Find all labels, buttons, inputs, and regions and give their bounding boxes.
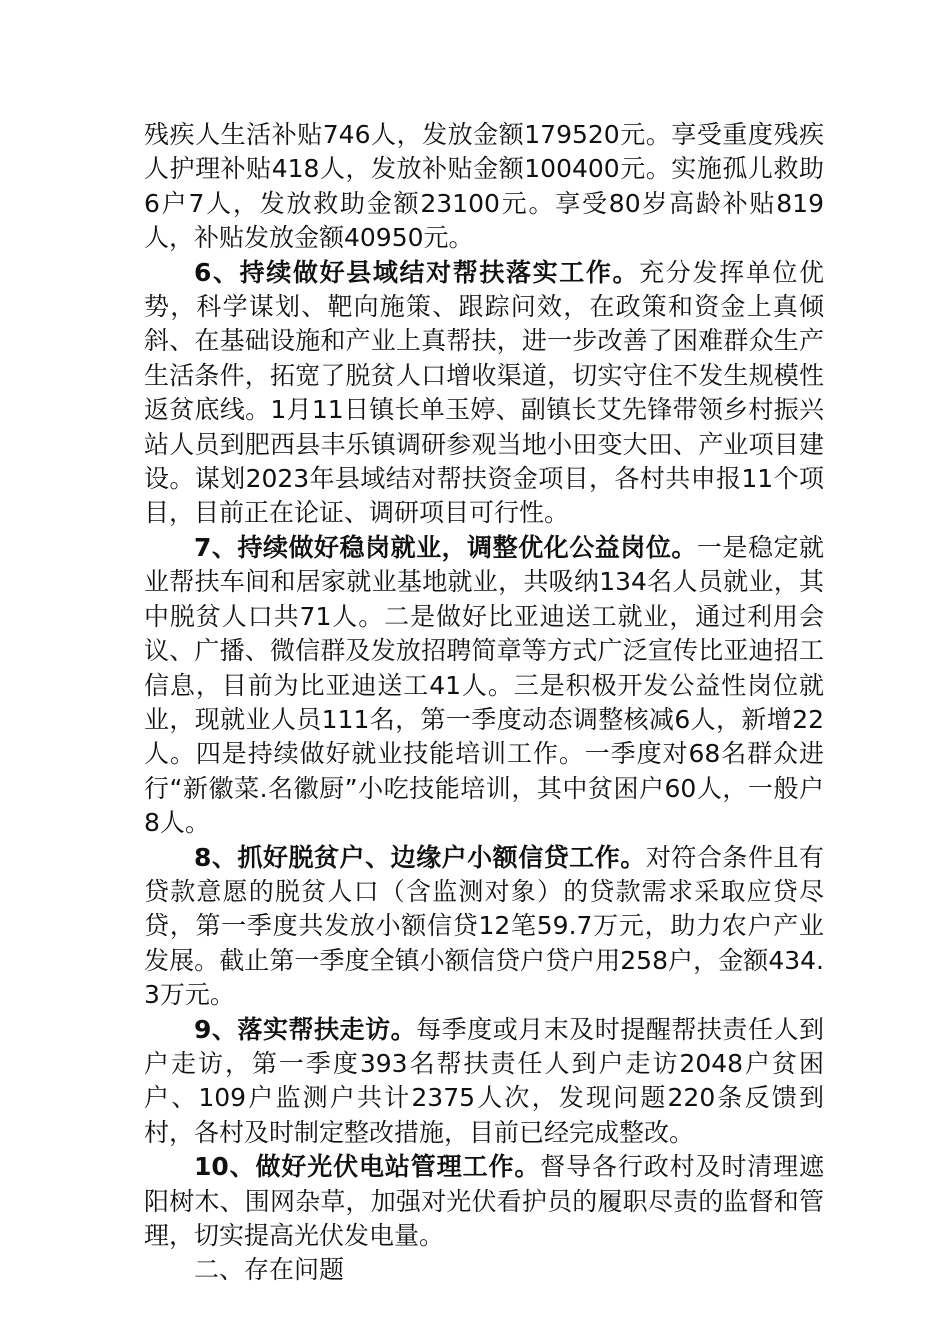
paragraph-heading: 6、持续做好县域结对帮扶落实工作。 [194,257,640,287]
paragraph-body: 一是稳定就业帮扶车间和居家就业基地就业，共吸纳134名人员就业，其中脱贫人口共71人。二是做好比亚迪送工就业，通过利用会议、广播、微信群及发放招聘简章等方式广泛宣传比亚迪招工信息，目前为比亚迪送工41人。三是积极开发公益性岗位就业，现就业人员111名，第一季度动态调整核减6人，新增22人。四是持续做好就业技能培训工作。一季度对68名群众进行“新徽菜.名徽厨”小吃技能培训，其中贫困户60人，一般户8人。 [144,532,824,838]
paragraph-body: 充分发挥单位优势，科学谋划、靶向施策、跟踪问效，在政策和资金上真倾斜、在基础设施和产业上真帮扶，进一步改善了困难群众生产生活条件，拓宽了脱贫人口增收渠道，切实守住不发生规模性返贫底线。1月11日镇长单玉婷、副镇长艾先锋带领乡村振兴站人员到肥西县丰乐镇调研参观当地小田变大田、产业项目建设。谋划2023年县域结对帮扶资金项目，各村共申报11个项目，目前正在论证、调研项目可行性。 [144,257,824,528]
paragraph-body: 督导各行政村及时清理遮阳树木、围网杂草，加强对光伏看护员的履职尽责的监督和管理，切实提高光伏发电量。 [144,1152,824,1250]
paragraph-heading: 9、落实帮扶走访。 [194,1014,417,1044]
paragraph-body: 对符合条件且有贷款意愿的脱贫人口（含监测对象）的贷款需求采取应贷尽贷，第一季度共发放小额信贷12笔59.7万元，助力农户产业发展。截止第一季度全镇小额信贷户贷户用258户，金额434.3万元。 [144,842,824,1010]
paragraph-item-8 [144,841,824,1013]
paragraph-item-7 [144,531,824,841]
paragraph-body: 每季度或月末及时提醒帮扶责任人到户走访，第一季度393名帮扶责任人到户走访2048户贫困户、109户监测户共计2375人次，发现问题220条反馈到村，各村及时制定整改措施，目前已经完成整改。 [144,1014,824,1147]
section-heading-problems [144,1253,824,1287]
paragraph-item-6 [144,256,824,531]
paragraph-heading: 10、做好光伏电站管理工作。 [194,1152,541,1182]
paragraph-body: 残疾人生活补贴746人，发放金额179520元。享受重度残疾人护理补贴418人，发放补贴金额100400元。实施孤儿救助6户7人，发放救助金额23100元。享受80岁高龄补贴819人，补贴发放金额40950元。 [144,120,824,253]
paragraph-subsidies [144,118,824,256]
paragraph-heading: 7、持续做好稳岗就业，调整优化公益岗位。 [194,532,697,562]
paragraph-heading: 8、抓好脱贫户、边缘户小额信贷工作。 [194,842,646,872]
paragraph-item-9 [144,1013,824,1151]
section-heading: 二、存在问题 [194,1255,345,1285]
paragraph-item-10 [144,1150,824,1253]
document-page [144,118,824,1288]
